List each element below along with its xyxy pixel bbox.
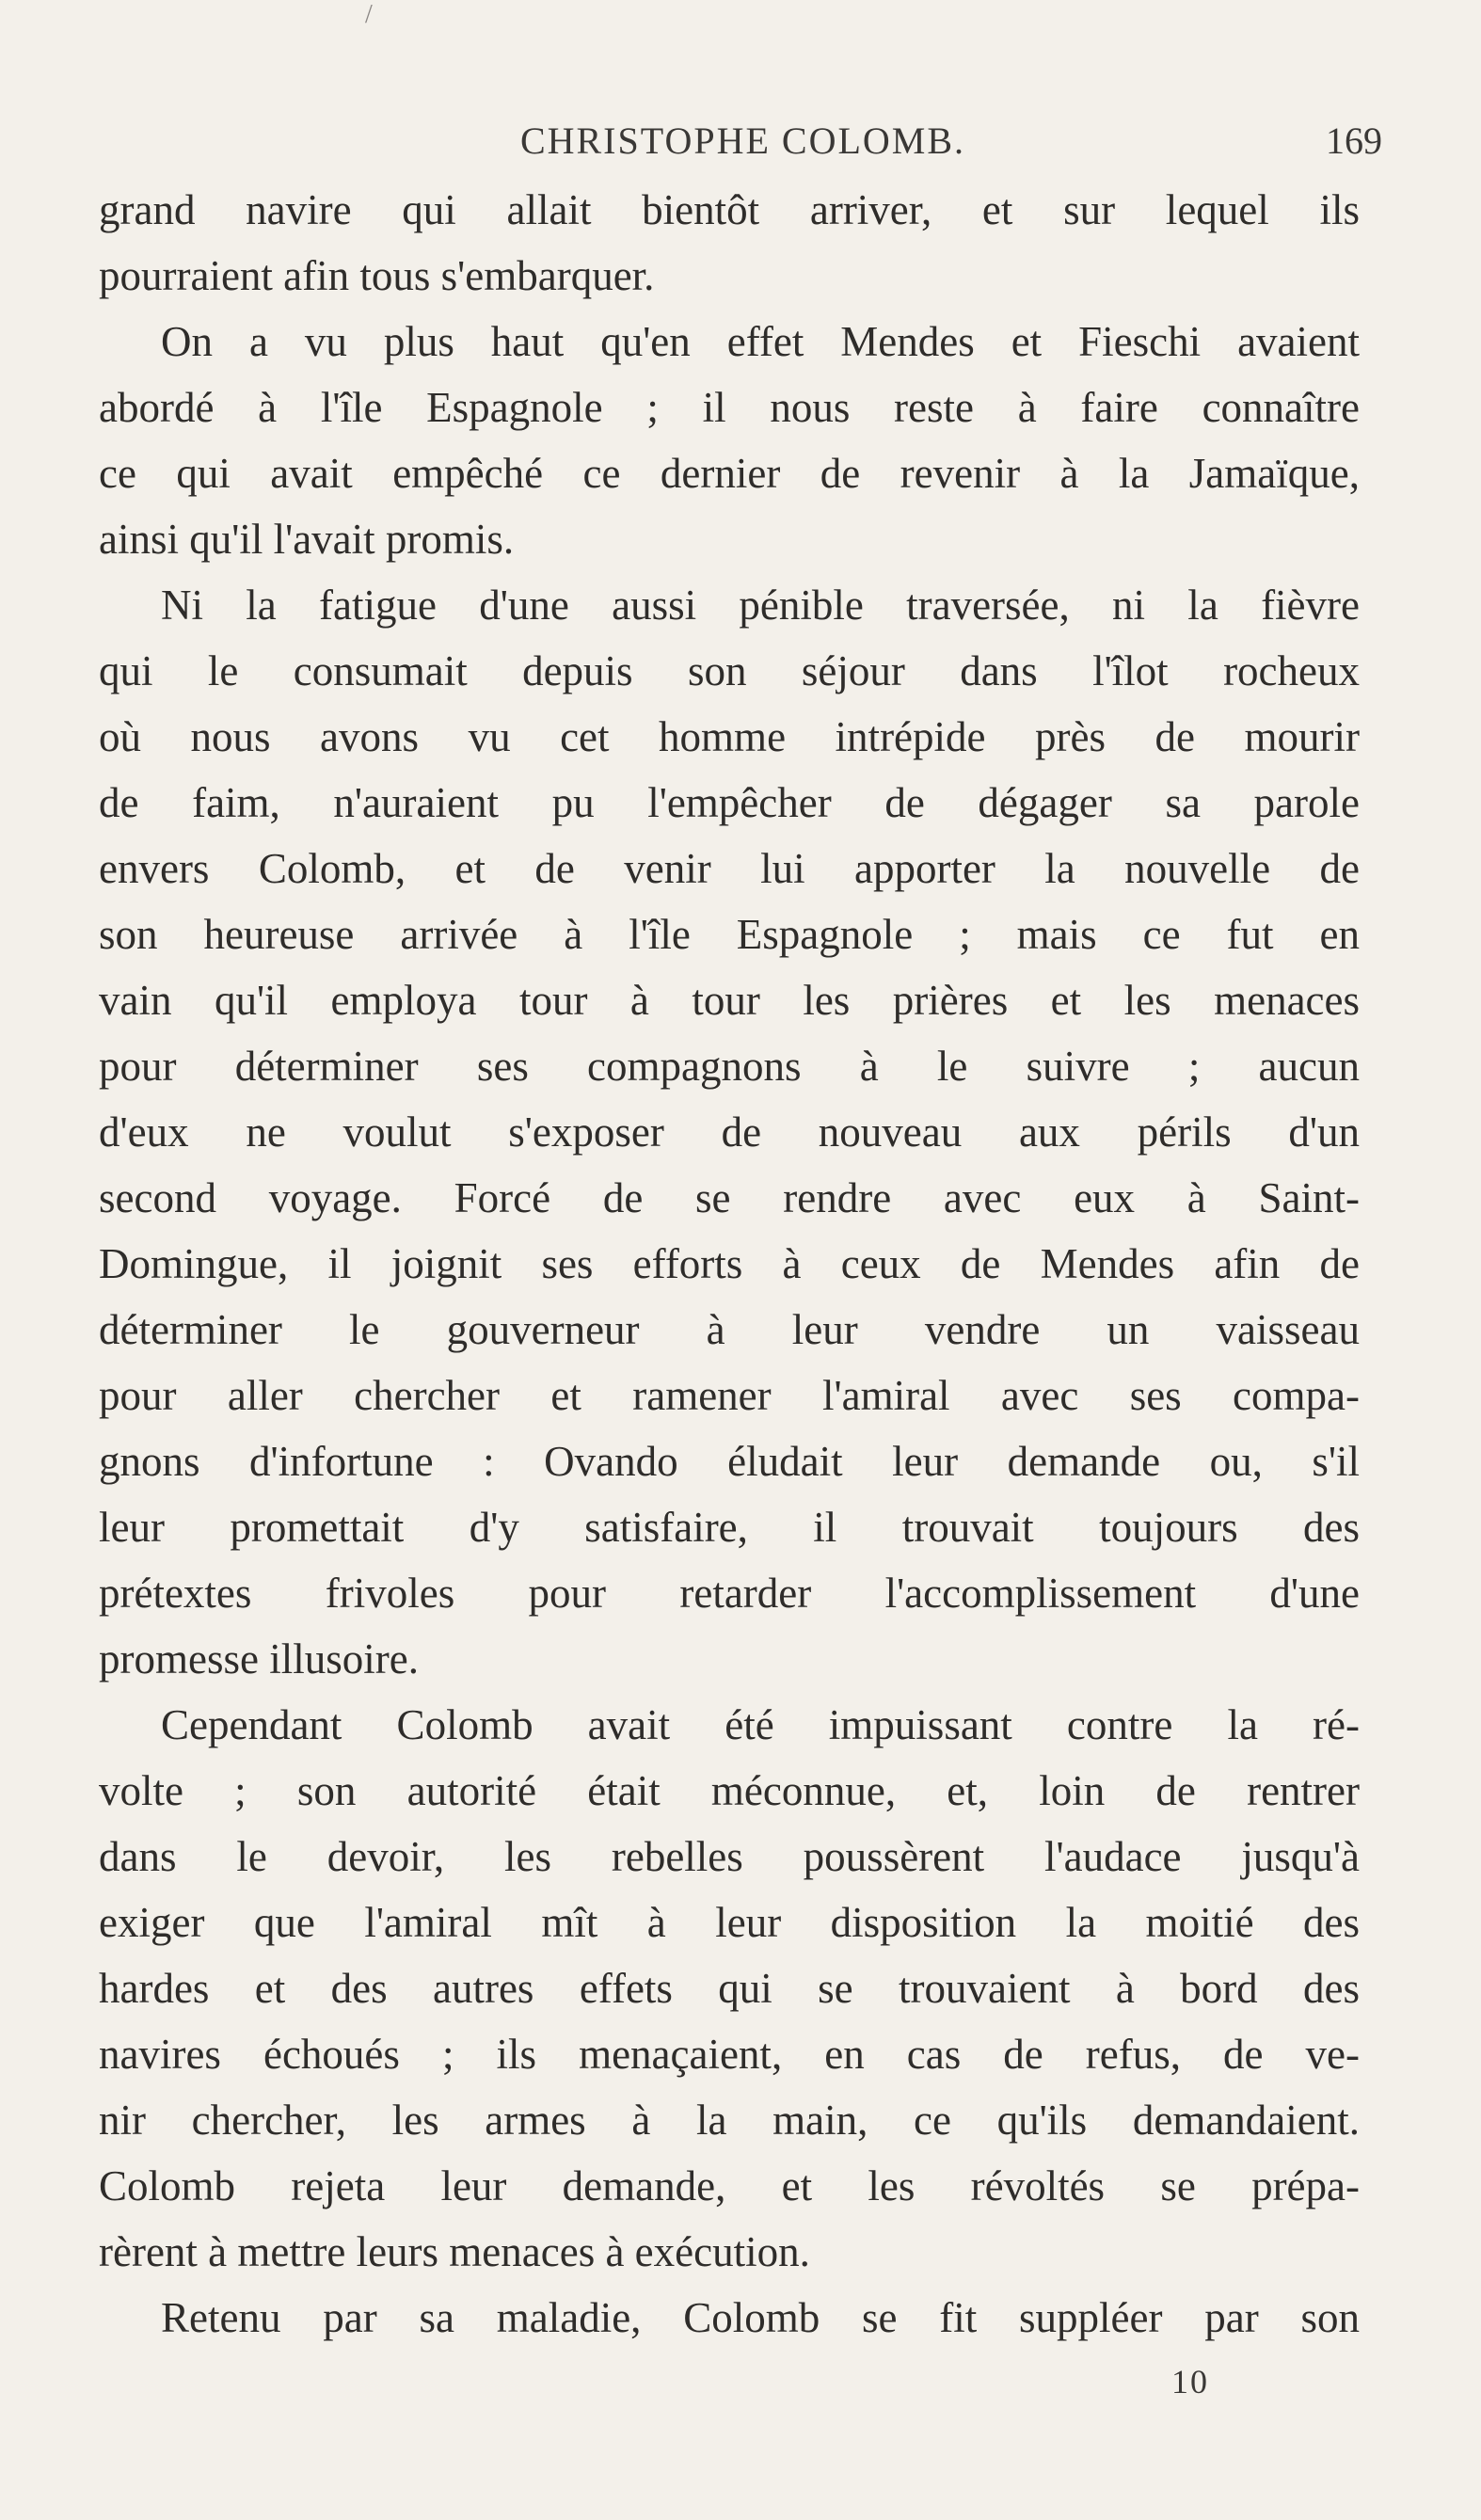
text-line: On a vu plus haut qu'en effet Mendes et Fieschi avaient <box>161 318 1360 365</box>
text-line: rèrent à mettre leurs menaces à exécution. <box>99 2228 810 2275</box>
text-line: déterminer le gouverneur à leur vendre un vaisseau <box>99 1306 1360 1353</box>
text-line: pour aller chercher et ramener l'amiral avec ses compa- <box>99 1372 1360 1419</box>
text-line: d'eux ne voulut s'exposer de nouveau aux périls d'un <box>99 1108 1360 1156</box>
text-line: dans le devoir, les rebelles poussèrent l'audace jusqu'à <box>99 1833 1360 1880</box>
running-title: CHRISTOPHE COLOMB. <box>519 120 966 162</box>
text-line: son heureuse arrivée à l'île Espagnole ; mais ce fut en <box>99 911 1360 958</box>
text-line: navires échoués ; ils menaçaient, en cas de refus, de ve- <box>99 2031 1360 2078</box>
text-line: Colomb rejeta leur demande, et les révoltés se prépa- <box>99 2162 1360 2209</box>
text-line: Cependant Colomb avait été impuissant contre la ré- <box>161 1701 1360 1748</box>
text-line: envers Colomb, et de venir lui apporter la nouvelle de <box>99 845 1360 892</box>
text-line: promesse illusoire. <box>99 1635 419 1683</box>
text-line: nir chercher, les armes à la main, ce qu'ils demandaient. <box>99 2097 1360 2144</box>
text-line: Ni la fatigue d'une aussi pénible traversée, ni la fièvre <box>161 582 1360 629</box>
text-line: ce qui avait empêché ce dernier de revenir à la Jamaïque, <box>99 450 1360 497</box>
text-line: volte ; son autorité était méconnue, et, loin de rentrer <box>99 1767 1360 1814</box>
text-line: vain qu'il employa tour à tour les prières et les menaces <box>99 977 1360 1024</box>
stray-mark: / <box>365 0 373 29</box>
text-line: qui le consumait depuis son séjour dans l'îlot rocheux <box>99 647 1360 694</box>
text-line: pourraient afin tous s'embarquer. <box>99 252 655 299</box>
page-number: 169 <box>1326 120 1382 162</box>
text-line: abordé à l'île Espagnole ; il nous reste à faire connaître <box>99 384 1360 431</box>
text-line: hardes et des autres effets qui se trouvaient à bord des <box>99 1965 1360 2012</box>
text-line: exiger que l'amiral mît à leur disposition la moitié des <box>99 1899 1360 1946</box>
text-line: leur promettait d'y satisfaire, il trouvait toujours des <box>99 1504 1360 1551</box>
text-line: gnons d'infortune : Ovando éludait leur demande ou, s'il <box>99 1438 1360 1485</box>
text-line: second voyage. Forcé de se rendre avec eux à Saint- <box>99 1174 1360 1221</box>
text-line: Retenu par sa maladie, Colomb se fit suppléer par son <box>161 2294 1360 2341</box>
text-line: ainsi qu'il l'avait promis. <box>99 516 515 563</box>
signature-mark: 10 <box>1171 2363 1209 2400</box>
text-line: où nous avons vu cet homme intrépide près de mourir <box>99 713 1360 760</box>
text-line: prétextes frivoles pour retarder l'accomplissement d'une <box>99 1570 1360 1617</box>
text-line: de faim, n'auraient pu l'empêcher de dégager sa parole <box>99 779 1360 826</box>
text-line: grand navire qui allait bientôt arriver, et sur lequel ils <box>99 186 1360 233</box>
text-line: Domingue, il joignit ses efforts à ceux de Mendes afin de <box>99 1240 1360 1287</box>
running-head <box>104 113 1382 169</box>
text-line: pour déterminer ses compagnons à le suivre ; aucun <box>99 1043 1360 1090</box>
body-text <box>99 177 1360 2351</box>
